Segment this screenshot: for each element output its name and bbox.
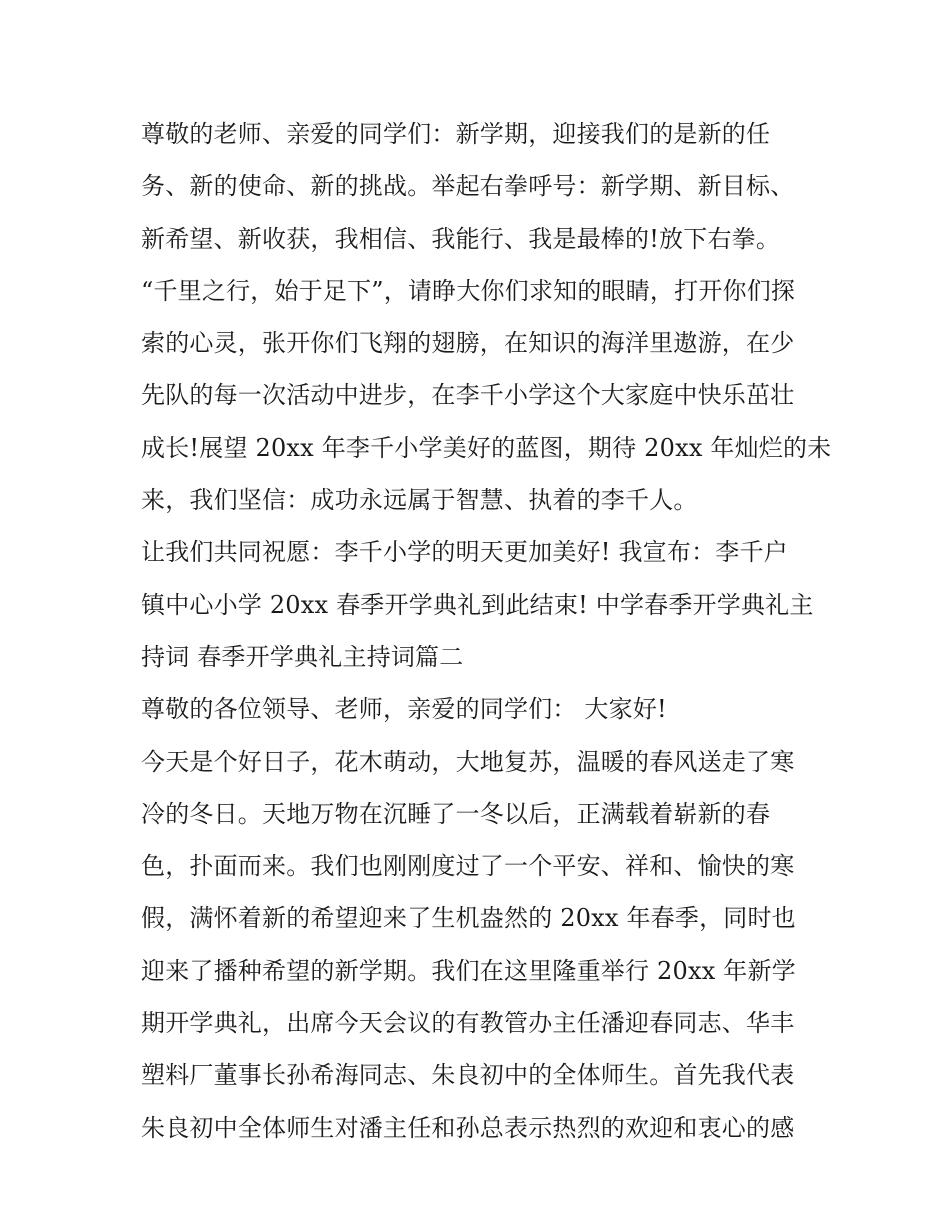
text-line: 让我们共同祝愿：李千小学的明天更加美好! 我宣布：李千户 (141, 538, 788, 567)
text-line: 期开学典礼，出席今天会议的有教管办主任潘迎春同志、华丰 (141, 1009, 795, 1038)
text-line: 塑料厂董事长孙希海同志、朱良初中的全体师生。首先我代表 (141, 1061, 795, 1090)
text-line: 尊敬的老师、亲爱的同学们：新学期，迎接我们的是新的任 (141, 120, 771, 148)
text-line: 新希望、新收获，我相信、我能行、我是最棒的!放下右拳。 (141, 224, 781, 253)
text-line: 务、新的使命、新的挑战。举起右拳呼号：新学期、新目标、 (141, 172, 795, 201)
text-line: 来，我们坚信：成功永远属于智慧、执着的李千人。 (141, 486, 698, 515)
text-line: 假，满怀着新的希望迎来了生机盎然的 20xx 年春季，同时也 (141, 904, 796, 933)
text-line: 尊敬的各位领导、老师，亲爱的同学们： 大家好! (141, 695, 667, 724)
text-line: 先队的每一次活动中进步，在李千小学这个大家庭中快乐茁壮 (141, 381, 795, 410)
text-line: 成长!展望 20xx 年李千小学美好的蓝图，期待 20xx 年灿烂的未 (141, 433, 832, 462)
text-line: 持词 春季开学典礼主持词篇二 (141, 642, 464, 671)
text-line: “千里之行，始于足下”，请睁大你们求知的眼睛，打开你们探 (141, 276, 796, 305)
text-line: 冷的冬日。天地万物在沉睡了一冬以后，正满载着崭新的春 (141, 799, 771, 828)
text-line: 今天是个好日子，花木萌动，大地复苏，温暖的春风送走了寒 (141, 747, 795, 776)
text-line: 迎来了播种希望的新学期。我们在这里隆重举行 20xx 年新学 (141, 956, 796, 985)
text-line: 朱良初中全体师生对潘主任和孙总表示热烈的欢迎和衷心的感 (141, 1113, 795, 1142)
document-body (141, 108, 832, 1154)
text-line: 镇中心小学 20xx 春季开学典礼到此结束! 中学春季开学典礼主 (141, 590, 814, 619)
text-line: 色，扑面而来。我们也刚刚度过了一个平安、祥和、愉快的寒 (141, 852, 795, 881)
text-line: 索的心灵，张开你们飞翔的翅膀，在知识的海洋里遨游，在少 (141, 329, 795, 358)
